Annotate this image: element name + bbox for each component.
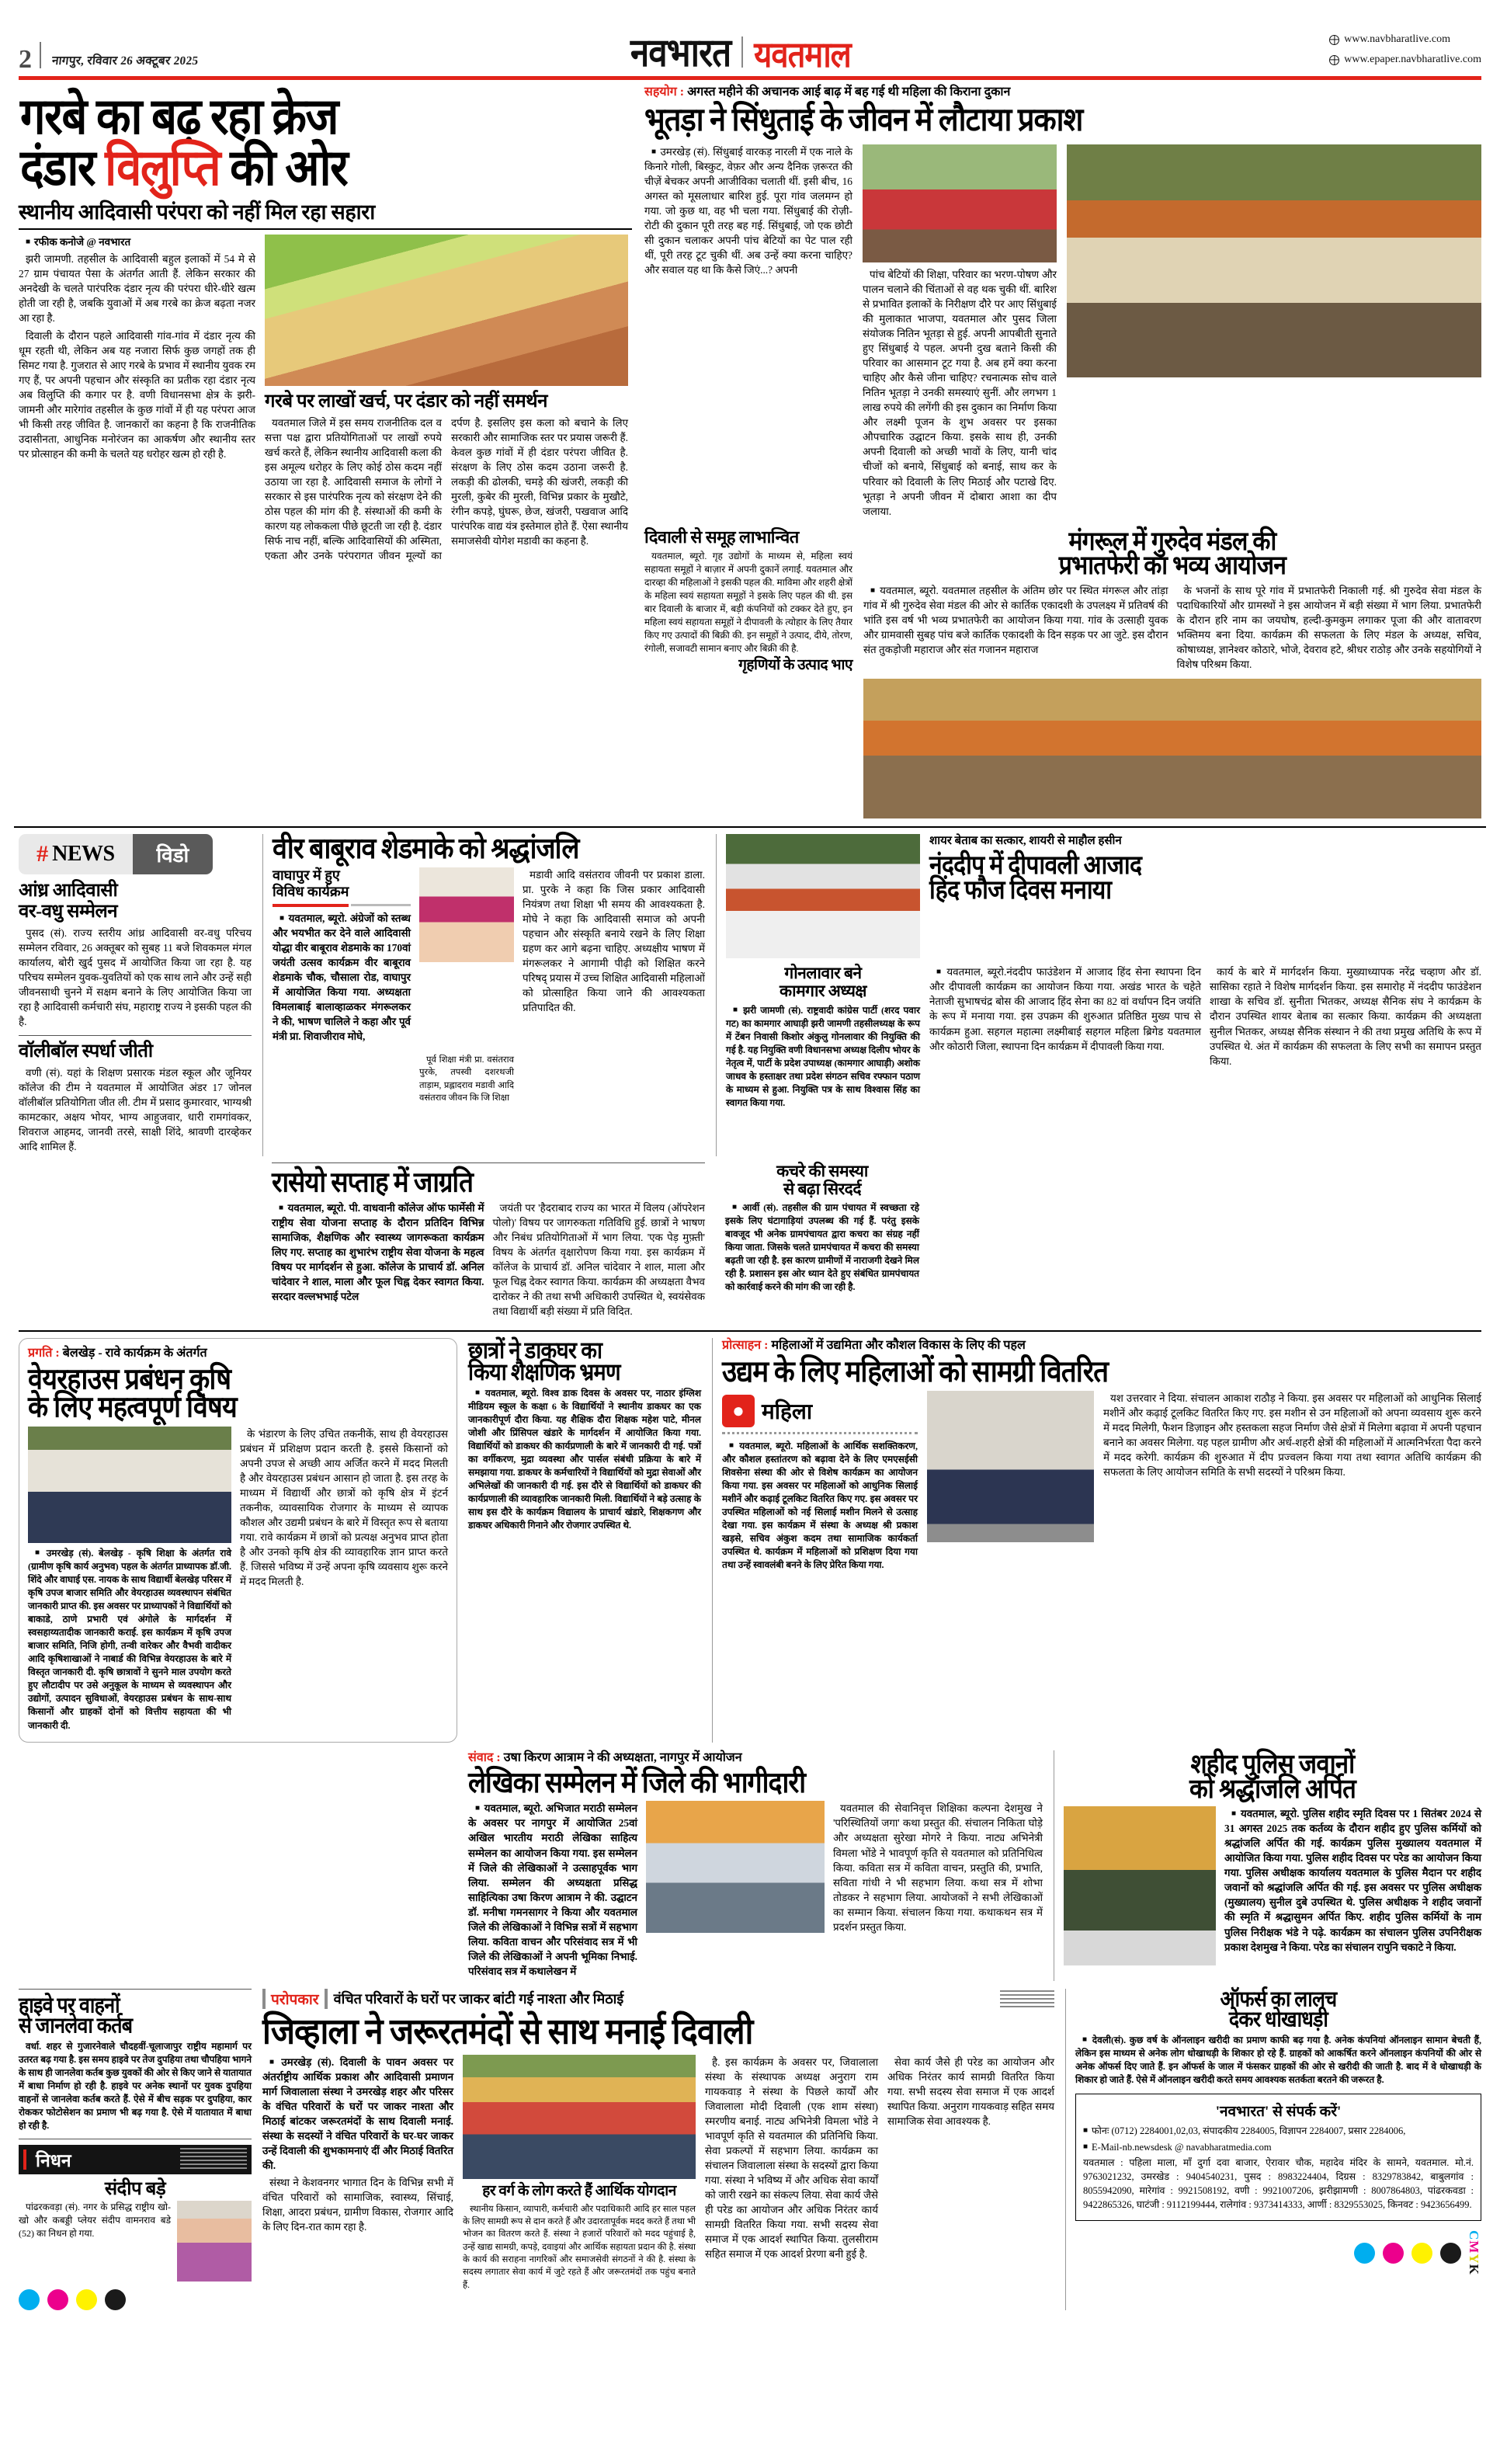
diwali-pullquote: गृहणियों के उत्पाद भाए bbox=[738, 657, 852, 674]
raseo-story bbox=[262, 1162, 705, 1321]
raseo-para-2: जयंती पर 'हैदराबाद राज्य का भारत में विलय (ऑपरेशन पोलो)' विषय पर जागरुकता गतिविधि हुई. छात्रों ने भाषण और निबंध प्रतियोगिताओं में भाग लिया. 'एक पेड़ मुफ़्ती' विषय के अंतर्गत वृक्षारोपण किया गया. इस कार्यक्रम में कॉलेज के प्राचार्य डॉ. अनिल चांदेवार ने शाल, माला और फूल चिह्न देकर स्वागत किया. कार्यक्रम की अध्यक्षता वैभव दारोकर ने की तथा सभी अधिकारी उपस्थित थे, स्वयंसेवक तथा विद्यार्थी बड़ी संख्या में प्रति विदित. bbox=[492, 1201, 705, 1317]
yellow-dot bbox=[76, 2289, 97, 2310]
raseo-para-1: ■ यवतमाल, ब्यूरो. पी. वाधवानी कॉलेज ऑफ फार्मेसी में राष्ट्रीय सेवा योजना सप्ताह के दौरान प्रतिदिन विभिन्न सामाजिक, शैक्षणिक और स्वास्थ्य जागरूकता कार्यक्रम लिए गए. सप्ताह का शुभारंभ राष्ट्रीय सेवा योजना के महत्व विषय पर मार्गदर्शन से हुआ. कॉलेज के प्राचार्य डॉ. अनिल चांदेवार ने शाल, माला और फूल चिह्न देकर स्वागत किया. सरदार वल्लभभाई पटेल bbox=[272, 1201, 484, 1304]
black-dot bbox=[1440, 2243, 1461, 2264]
paropkar-para-2: संस्था ने केशवनगर भागात दिन के विभिन्न सभी में वंचित परिवारों को सामाजिक, स्वास्थ्य, सिंचाई, शिक्षा, आदरा प्रबंधन, ग्रामीण विकास, रोजगार आदि के लिए दिन-रात काम रहा है. bbox=[262, 2177, 453, 2233]
shedmake-para-3: मडावी आदि वसंतराव जीवनी पर प्रकाश डाला. प्रा. पुरके ने कहा कि जिस प्रकार आदिवासी नियंत्रण तथा शिक्षा भी समय की आवश्यकता है. मोघे ने कहा कि आदिवासी समाज को अपनी पहचान और संस्कृति बनाये रखने के लिए शिक्षा ग्रहण कर आगे बढ़ना चाहिए. अध्यक्षीय भाषण में मंगरूलकर ने आगामी पीढ़ी को शिक्षित करने परिषद् प्रयास में उच्च शिक्षित आदिवासी महिलाओं को प्रोत्साहित किया जाने की आवश्यकता प्रतिपादित की. bbox=[523, 869, 705, 1014]
right-bottom-column bbox=[1065, 1989, 1481, 2311]
globe-icon bbox=[1329, 55, 1339, 65]
mahila-brand-icon: ● bbox=[722, 1395, 755, 1427]
pragati-kicker-text: बेलखेड़ - रावे कार्यक्रम के अंतर्गत bbox=[62, 1346, 207, 1360]
edition-name: यवतमाल bbox=[754, 34, 851, 75]
epaper-url[interactable]: www.epaper.navbharatlive.com bbox=[1344, 54, 1481, 66]
contact-box bbox=[1075, 2094, 1481, 2222]
dakghar-headline-l1: छात्रों ने डाकघर का bbox=[468, 1336, 602, 1364]
paropkar-para-1: ■ उमरखेड़ (सं). दिवाली के पावन अवसर पर अंतर्राष्ट्रीय आर्थिक प्रकाश और आदिवासी प्रमाणन मार्ग जिवालाला संस्था ने उमरखेड़ शहर और परिसर के वंचित परिवारों के घरों पर जाकर नाश्ता और मिठाई बांटकर जरूरतमंदों के साथ दिवाली मनाई. संस्था के सदस्यों ने वंचित परिवारों के घर-घर जाकर उन्हें दिवाली की शुभकामनाएं दीं और मिठाई वितरित की. bbox=[262, 2055, 453, 2173]
third-band bbox=[14, 1156, 1486, 1321]
nanddeep-photo bbox=[726, 834, 920, 958]
contact-email[interactable]: ■ E-Mail-nb.newsdesk @ navabharatmedia.com bbox=[1083, 2141, 1474, 2155]
paropkar-story bbox=[262, 1989, 1054, 2311]
diwali-group-story bbox=[644, 528, 852, 819]
contact-phone[interactable]: ■ फोनः (0712) 2284001,02,03, संपादकीय 2284005, विज्ञापन 2284007, प्रसार 2284006, bbox=[1083, 2125, 1474, 2139]
nanddeep-col-2 bbox=[1210, 964, 1481, 1111]
lead-sub-body: यवतमाल जिले में इस समय राजनीतिक दल व सत्ता पक्ष द्वारा प्रतियोगिताओं पर लाखों रुपये खर्च करते हैं, लेकिन स्थानीय आदिवासी कला की इस अमूल्य धरोहर के लिए कोई ठोस कदम नहीं उठाया जा रहा है. आदिवासी समाज के लोगों ने सरकार से इस पारंपरिक नृत्य को संरक्षण देने की ठोस पहल की मांग की है. संस्थाओं की कमी के कारण यह लोककला पीछे छूटती जा रही है. दंडार सिर्फ नाच नहीं, बल्कि आदिवासियों की अस्मिता, एकता और उनके परंपरागत जीवन मूल्यों का दर्पण है. इसलिए इस कला को बचाने के लिए सरकारी और सामाजिक स्तर पर प्रयास जरूरी हैं. केवल कुछ गांवों में ही दंडार परंपरा जीवित है. संरक्षण के लिए ठोस कदम उठाना जरूरी है. लकड़ी की ढोलकी, चमड़े की खंजरी, लकड़ी की मुरली, कुबेर की मुरली, विभिन्न प्रकार के मुखौटे, रंगीन कपड़े, घुंघरू, छेज, खंजरी, पखवाज आदि पारंपरिक वाद्य यंत्र इस्तेमाल होते हैं. ऐसा स्थानीय समाजसेवी योगेश मडावी का कहना है. bbox=[265, 416, 628, 561]
sanvad-photo-col bbox=[646, 1801, 825, 1980]
news-badge-left bbox=[19, 834, 133, 874]
pragati-kicker-tag: प्रगति : bbox=[28, 1346, 60, 1360]
highway-headline-l1: हाइवे पर वाहनों bbox=[19, 1993, 120, 2017]
offers-headline-l2: देकर धोखाधड़ी bbox=[1228, 2008, 1328, 2032]
contact-title: 'नवभारत' से संपर्क करें' bbox=[1215, 2103, 1342, 2120]
pragati-headline-l1: वेयरहाउस प्रबंधन कृषि bbox=[28, 1363, 231, 1396]
highway-headline-l2: से जानलेवा कर्तब bbox=[19, 2014, 133, 2038]
top-right-section bbox=[644, 85, 1481, 818]
sanvad-col-2 bbox=[833, 1801, 1043, 1980]
lead-body-col1 bbox=[19, 235, 255, 563]
sahyog-kicker-text: अगस्त महीने की अचानक आई बाढ़ में बह गई थी महिला की किराना दुकान bbox=[687, 85, 1011, 99]
mangrul-para-1: ■ यवतमाल, ब्यूरो. यवतमाल तहसील के अंतिम छोर पर स्थित मंगरूल और तांड़ा गांव में श्री गुरुदेव सेवा मंडल की ओर से कार्तिक एकादशी के उपलक्ष्य में प्रतिवर्ष की भांति इस वर्ष भी भव्य प्रभातफेरी का आयोजन किया गया. गांव के उत्साही युवक और ग्रामवासी सुबह पांच बजे कार्तिक एकादशी के दिन सड़क पर आ जुटे. इस दौरान संत तुकड़ोजी महाराज और संत गजानन महाराज bbox=[863, 583, 1168, 657]
paropkar-headline: जिव्हाला ने जरूरतमंदों से साथ मनाई दिवाली bbox=[262, 2012, 753, 2052]
nidhan-body: पांढरकवड़ा (सं). नगर के प्रसिद्ध राष्ट्रीय खो-खो और कबड्डी प्लेयर संदीप वामनराव बडे (52) का निधन हो गया. bbox=[19, 2202, 171, 2240]
lead-para-1: झरी जामणी. तहसील के आदिवासी बहुल इलाकों में 54 मे से 27 ग्राम पंचायत पेसा के अंतर्गत आती हैं. लेकिन सरकार की अनदेखी के चलते पारंपरिक दंडार नृत्य की परंपरा धीरे-धीरे खत्म होती जा रही है, जबकि युवाओं में अब गरबे का क्रेज बढ़ता नजर आ रहा है. bbox=[19, 253, 255, 325]
hash-icon: # bbox=[36, 841, 49, 867]
shaheed-body-col bbox=[1224, 1806, 1481, 1965]
mangrul-story bbox=[863, 528, 1481, 819]
masthead-divider bbox=[40, 42, 41, 68]
nidhan-name: संदीप बड़े bbox=[104, 2179, 166, 2200]
lead-headline bbox=[20, 88, 632, 196]
nanddeep-para-1: ■ यवतमाल, ब्यूरो.नंददीप फाउंडेशन में आजाद हिंद सेना स्थापना दिन और दीपावली कार्यक्रम का आयोजन किया गया. अखंड भारत के चहेते नेताजी सुभाषचंद्र बोस की आजाद हिंद सेना का 82 वां वर्धापन दिन जयंति के रूप में मनाया गया. इस उपक्रम की शुरुआत प्रतिष्ठित मुख्य पाच से कार्यक्रम हुआ. सहगल महात्मा लक्ष्मीबाई सहगल महिला ब्रिगेड यवतमाल और कोठारी जिला, स्थापना दिन कार्यक्रम में दीपावली किया गया. bbox=[929, 964, 1201, 1053]
shedmake-portrait bbox=[419, 867, 514, 1050]
volleyball-body: वणी (सं). यहां के शिक्षण प्रसारक मंडल स्कूल और जूनियर कॉलेज की टीम ने यवतमाल में आयोजित अंडर 17 जोनल वॉलीबॉल प्रतियोगिता जीत ली. टीम में प्रसाद कुमारवार, भाग्यश्री कामटकार, अक्षय भोयर, भाग्य आहुजवार, धारी रामगांवकर, शिवराज आहमद, जानवी तरसे, साक्षी शिंदे, श्रावणी दारव्हेकर आदि शामिल हैं. bbox=[19, 1066, 252, 1152]
cmyk-label: CMYK bbox=[1467, 2230, 1481, 2276]
nanddeep-story bbox=[716, 834, 1481, 1156]
paropkar-stripes bbox=[1000, 1990, 1054, 2007]
nidhan-title: निधन bbox=[36, 2151, 71, 2171]
pragati-kicker bbox=[28, 1346, 448, 1361]
left-bottom-column bbox=[19, 1989, 252, 2311]
nidhan-red-tick bbox=[23, 2149, 26, 2170]
shaheed-body: ■ यवतमाल, ब्यूरो. पुलिस शहीद स्मृति दिवस पर 1 सितंबर 2024 से 31 अगस्त 2025 तक कर्तव्य के दौरान शहीद हुए पुलिस कर्मियों को श्रद्धांजलि अर्पित की गई. कार्यक्रम पुलिस मुख्यालय यवतमाल में आयोजित किया गया. पुलिस शहीद दिवस पर परेड का आयोजन किया गया. पुलिस अधीक्षक कार्यालय यवतमाल के पुलिस मैदान पर शहीद जवानों को श्रद्धांजलि अर्पित की गई. इस अवसर पर पुलिस अधीक्षक (मुख्यालय) सुनील दुबे उपस्थित थे. पुलिस अधीक्षक ने शहीद जवानों की स्मृति में श्रद्धासुमन अर्पित किए. शहीद पुलिस कर्मियों के नाम पुलिस निरीक्षक भंडे ने पढ़े. कार्यक्रम का संचालन पुलिस उपनिरीक्षक प्रकाश देशमुख ने किया. परेड का संचालन रापुनि चकाटे ने किया. bbox=[1224, 1806, 1481, 1954]
sahyog-col-2 bbox=[863, 144, 1057, 521]
cmyk-dots-right bbox=[1354, 2243, 1461, 2264]
raseo-headline: रासेयो सप्ताह में जाग्रति bbox=[272, 1167, 473, 1199]
kachra-body: ■ आर्वी (सं). तहसील की ग्राम पंचायत में स्वच्छता रहे इसके लिए घंटागाड़ियां उपलब्ध की गई हैं. परंतु इसके बावजूद भी अनेक ग्रामपंचायत द्वारा कचरा का संग्रह नहीं किया जाता. जिसके चलते ग्रामपंचायत में कचरा की समस्या बढ़ती जा रही है. इस कारण ग्रामीणों में नाराजगी देखने मिल रही है. प्रशासन इस ओर ध्यान देते हुए संबंधित ग्रामपंचायत को कार्रवाई करने की मांग की जा रही है. bbox=[725, 1201, 919, 1294]
kachra-headline-l1: कचरे की समस्या bbox=[776, 1161, 868, 1180]
news-badge[interactable] bbox=[19, 834, 213, 874]
pragati-headline-l2: के लिए महत्वपूर्ण विषय bbox=[28, 1391, 238, 1424]
masthead-left bbox=[19, 42, 200, 74]
udyam-kicker-tag: प्रोत्साहन : bbox=[722, 1338, 769, 1352]
shedmake-headline: वीर बाबूराव शेडमाके को श्रद्धांजलि bbox=[273, 833, 579, 865]
nanddeep-headline-l2: हिंद फौज दिवस मनाया bbox=[929, 876, 1112, 905]
paropkar-tag: परोपकार bbox=[262, 1989, 328, 2009]
andhra-headline-l2: वर-वधु सम्मेलन bbox=[19, 901, 118, 922]
udyam-photo-col bbox=[927, 1391, 1094, 1574]
sahyog-para-2: पांच बेटियों की शिक्षा, परिवार का भरण-पोषण और पालन चलाने की चिंताओं से वह थक चुकी थीं. बारिश से प्रभावित इलाकों के निरीक्षण दौरे पर आए सिंधुबाई की मुलाकात भाजपा, यवतमाल और पुसद जिला संयोजक नितिन भूतड़ा से हुई. अपनी आपबीती सुनाते हुए सिंधुबाई ये पहल. अपनी दुख बताने किसी की परिवार का आसमान टूट गया है. अब हमें क्या करना चाहिए और कैसे जीना चाहिए? रचनात्मक सोच वाले नितिन भूतड़ा ने उनकी समस्याएं सुनीं. और लगभग 1 लाख रुपये की लगेंगी की इस दुकान का निर्माण किया और लक्ष्मी पूजन के शुभ अवसर पर इसका औपचारिक उद्घाटन किया. इसके साथ ही, उनकी अपनी दिवाली को अच्छी भावों के लिए, यानी चांद चीजों को बनाये, सिंधुबाई को बनाई, साथ कर के परिवार को दिवाली के लिए मिठाई और पटाखे दिए. भूतड़ा ने अपनी जीवन में दोबारा आशा का दीप जलाया. bbox=[863, 269, 1057, 517]
top-section bbox=[14, 80, 1486, 818]
nidhan-banner bbox=[19, 2145, 252, 2174]
pragati-col-2 bbox=[240, 1427, 448, 1734]
lead-para-2: दिवाली के दौरान पहले आदिवासी गांव-गांव में दंडार नृत्य की धूम रहती थी, लेकिन अब यह नजारा सिर्फ कुछ जगहों तक ही सिमट गया है. गुजरात से आए गरबे के प्रभाव में स्थानीय युवक रम गए हैं, पर अपनी पहचान और संस्कृति का प्रतीक रहा दंडार नृत्य अब विलुप्ति की कगार पर है. वणी विधानसभा क्षेत्र के झरी-जामनी और मारेगांव तहसील के कुछ गांवों में ही यह परंपरा आज भी किसी तरह जीवित है. जानकारों का कहना है कि राजनीतिक उदासीनता, आधुनिक मनोरंजन का आकर्षण और स्थानीय स्तर पर प्रोत्साहन की कमी के चलते यह धरोहर खत्म हो रही है. bbox=[19, 329, 255, 460]
magenta-dot bbox=[1383, 2243, 1404, 2264]
shedmake-subhead-l1: वाघापुर में हुए bbox=[273, 867, 340, 884]
lead-headline-line1: गरबे का बढ़ रहा क्रेज bbox=[20, 88, 338, 145]
shaheed-story bbox=[1054, 1750, 1481, 1981]
page-number: 2 bbox=[19, 44, 32, 74]
dakghar-body: ■ यवतमाल, ब्यूरो. विश्व डाक दिवस के अवसर पर, नाठार इंग्लिश मीडियम स्कूल के कक्षा 6 के विद्यार्थियों ने स्थानीय डाकघर का एक जानकारीपूर्ण दौरा किया. यह शैक्षिक दौरा शिक्षक महेश पाटे, मीनल जोशी और प्रिंसिपल खंडारे के मार्गदर्शन में आयोजित किया गया. विद्यार्थियों को डाकघर की कार्यप्रणाली के बारे में जानकारी दी गई. पत्रों का वर्गीकरण, मुद्रा व्यवस्था और पार्सल संबंधी प्रक्रिया के बारे में समझाया गया. डाकघर के कर्मचारियों ने विद्यार्थियों को मुद्रा सेवाओं और अभिलेखों की जानकारी दी गई. इस दौरे से विद्यार्थियों को डाकघर की कार्यप्रणाली की व्यावहारिक जानकारी मिली. विद्यार्थियों ने बड़े उत्साह के साथ इस दौरे के कार्यक्रम विद्यालय के प्राचार्य खंडारे, शिक्षकगण और डाकघर अधिकारी गिनाने और रोजगार उपस्थित थे. bbox=[468, 1387, 701, 1532]
shedmake-subhead-l2: विविध कार्यक्रम bbox=[273, 884, 349, 900]
udyam-kicker-text: महिलाओं में उद्यमिता और कौशल विकास के लिए की पहल bbox=[771, 1338, 1026, 1352]
sahyog-col-1 bbox=[644, 144, 852, 521]
sanvad-kicker bbox=[468, 1750, 1043, 1765]
nidhan-stripes bbox=[180, 2148, 247, 2171]
paropkar-para-3: है. इस कार्यक्रम के अवसर पर, जिवालाला संस्था के संस्थापक अध्यक्ष अनुराग राम गायकवाड़ ने संस्था के पिछले कार्यों और जिवालाला मोदी दिवाली (एक शाम संस्था) स्मरणीय बनाई. नाट्य अभिनेत्री विमला भोंडे ने भावपूर्ण कृति से यवतमाल की प्रतिनिधि किया. सेवा प्रकल्पों में सहभाग लिया. कार्यक्रम का संचालन जिवालाला संस्था के सदस्यों द्वारा किया गया. संस्था ने भविष्य में और अधिक सेवा कार्यों को जारी रखने का संकल्प लिया. सेवा कार्य जैसे ही परेड का आयोजन और अधिक निरंतर कार्य सामग्री वितरित किया गया. सभी सदस्य सेवा समाज में एक आदर्श स्थापित किया. तुलसीराम सहित समाज में एक आदर्श प्रेरणा बनी हुई है. bbox=[705, 2056, 878, 2261]
paropkar-mid-body: स्थानीय किसान, व्यापारी, कर्मचारी और पदाधिकारी आदि हर साल पहल के लिए सामग्री रूप से दान करते हैं और उदारतापूर्वक मदद करते हैं तथा भी भोजन का वितरण करते हैं. संस्था ने हजारों परिवारों को मदद पहुंचाई है, उन्हें खाद्य सामग्री, कपड़े, दवाइयां और आर्थिक सहायता प्रदान की है. संस्था के कार्य की सराहना नागरिकों और समाजसेवी संगठनों ने की है. संस्था के सदस्य लगातार सेवा कार्य में जुटे रहते हैं और जरूरतमंदों तक पहुंच बनाते हैं. bbox=[463, 2204, 696, 2290]
udyam-para-2: यश उत्तरवार ने दिया. संचालन आकाश राठौड़ ने किया. इस अवसर पर महिलाओं को आधुनिक सिलाई मशीनें और कढ़ाई टूलकिट वितरित किए गए. इस मशीन से उन महिलाओं को अपना व्यवसाय शुरू करने में मदद मिलेगी, फैशन डिज़ाइन और हस्तकला सहज निर्माण जैसे क्षेत्रों में मिलेगा बढ़ावा में अपनी पहचान बनाने का अवसर मिलेगा. यह पहल ग्रामीण और अर्ध-शहरी क्षेत्रों की महिलाओं में आत्मनिर्भरता पैदा करने में मदद करेगी. कार्यक्रम की शुरुआत में दीप प्रज्वलन किया गया तथा स्वागत अतिथि कार्यक्रम की सफलता के लिए आयोजन समिति के सभी सदस्यों ने परिश्रम किया. bbox=[1103, 1392, 1481, 1478]
lead-story bbox=[19, 85, 632, 818]
sahyog-kicker bbox=[644, 85, 1481, 99]
pragati-photo bbox=[28, 1427, 231, 1543]
sahyog-col-3 bbox=[1067, 144, 1481, 521]
shedmake-portrait-col bbox=[419, 867, 514, 1107]
masthead-links bbox=[1329, 30, 1481, 70]
sanvad-photo bbox=[646, 1801, 825, 1933]
mangrul-photo bbox=[863, 679, 1481, 818]
paropkar-photo bbox=[463, 2055, 696, 2179]
website-url[interactable]: www.navbharatlive.com bbox=[1344, 33, 1450, 46]
shedmake-story bbox=[262, 834, 705, 1156]
cyan-dot bbox=[1354, 2243, 1375, 2264]
dateline: नागपुर, रविवार 26 अक्टूबर 2025 bbox=[51, 54, 200, 68]
mangrul-para-2: के भजनों के साथ पूरे गांव में प्रभातफेरी निकाली गई. श्री गुरुदेव सेवा मंडल के पदाधिकारियों और ग्रामस्थों ने इस आयोजन में बड़ी संख्या में भाग लिया. प्रभातफेरी के दौरान हरि नाम का जयघोष, हल्दी-कुमकुम लगाकर पूजा की और वातावरण भक्तिमय बना दिया. कार्यक्रम की सफलता के लिए मंडल के अध्यक्ष, सचिव, कोषाध्यक्ष, ज्ञानेश्वर कोठारे, भोजे, देवराव हटे, श्रीधर राठोड़ और उनके सहयोगियों ने विशेष परिश्रम किया. bbox=[1176, 585, 1481, 671]
logo-separator bbox=[741, 36, 743, 68]
offers-headline-l1: ऑफर्स का लालच bbox=[1220, 1987, 1337, 2011]
andhra-headline-l1: आंध्र आदिवासी bbox=[19, 881, 118, 902]
lead-media-col bbox=[265, 235, 628, 563]
dotted-rule bbox=[722, 1432, 918, 1434]
shaheed-headline-l2: को श्रद्धांजलि अर्पित bbox=[1189, 1774, 1356, 1805]
mangrul-headline-l1: मंगरूल में गुरुदेव मंडल की bbox=[1068, 527, 1276, 556]
event-photo-large bbox=[1067, 144, 1481, 377]
udyam-para-1: ■ यवतमाल, ब्यूरो. महिलाओं के आर्थिक सशक्तिकरण, और कौशल हस्तांतरण को बढ़ावा देने के लिए एमएसईसी शिवसेना संस्था की ओर से विशेष कार्यक्रम का आयोजन किया गया. इस अवसर पर महिलाओं को आधुनिक सिलाई मशीनें और कढ़ाई टूलकिट वितरित किए गए. इस अवसर पर उपस्थित महिलाओं को नई सिलाई मशीन मिलने से उत्साह देखा गया. इस कार्यक्रम में संस्था के अध्यक्ष श्री प्रकाश खड़से, सचिव अंकुश कदम तथा सामाजिक कार्यकर्ता उपस्थित थे. कार्यक्रम में महिलाओं को प्रशिक्षण दिया गया तथा उन्हें स्वावलंबी बनने के लिए प्रेरित किया गया. bbox=[722, 1440, 918, 1572]
sahyog-headline: भूतड़ा ने सिंधुताई के जीवन में लौटाया प्रकाश bbox=[644, 102, 1083, 139]
sahyog-photo-small bbox=[863, 144, 1057, 262]
dakghar-headline-l2: किया शैक्षणिक भ्रमण bbox=[468, 1359, 620, 1385]
news-badge-label: NEWS bbox=[52, 842, 115, 867]
shaheed-photo-col bbox=[1064, 1806, 1216, 1965]
shaheed-photo bbox=[1064, 1806, 1216, 1965]
pragati-para-2: के भंडारण के लिए उचित तकनीकें, साथ ही वेयरहाउस प्रबंधन में प्रशिक्षण प्रदान करती है. इससे किसानों को अपनी उपज से अच्छी आय अर्जित करने में मदद मिलती है और वेयरहाउस प्रबंधन आसान हो जाता है. इस तरह के माध्यम में विद्यार्थी और छात्रों को कृषि क्षेत्र में इंटर्न तकनीक, व्यावसायिक रोजगार के माध्यम से व्यापक कौशल और उद्यमी प्रबंधन के बारे में विस्तृत रूप से बताया गया. रावे कार्यक्रम में छात्रों को प्रत्यक्ष अनुभव प्राप्त होता है और उनको कृषि क्षेत्र की व्यावहारिक ज्ञान प्राप्त करते हैं. जिससे भविष्य में उन्हें अपना कृषि व्यवसाय शुरू करने में मदद मिलती है. bbox=[240, 1428, 448, 1588]
udyam-col-1 bbox=[722, 1391, 918, 1574]
lead-subhead: स्थानीय आदिवासी परंपरा को नहीं मिल रहा सहारा bbox=[19, 196, 632, 230]
gonlawar-body: ■ झरी जामणी (सं). राष्ट्रवादी कांग्रेस पार्टी (शरद पवार गट) का कामगार आघाड़ी झरी जामणी तहसीलध्यक्ष के रूप में टेंबन निवासी किशोर अंकुलु गोनलावार की नियुक्ति की गई है. यह नियुक्ति वणी विधानसभा अध्यक्ष दिलीप भोयर के नेतृत्व में, पार्टी के प्रदेश उपाध्यक्ष (कामगार आघाड़ी) अशोक जाधव के हस्ताक्षर तथा प्रदेश संगठन सचिव रफ्फान पठाण के माध्यम से हुआ. नियुक्ति पत्र के साथ विश्वास सिंह का स्वागत किया गया. bbox=[726, 1004, 920, 1110]
masthead bbox=[14, 0, 1486, 75]
offers-body: ■ देवली(सं). कुछ वर्ष के ऑनलाइन खरीदी का प्रमाण काफी बढ़ गया है. अनेक कंपनियां ऑनलाइन सामान बेचती हैं, लेकिन इस माध्यम से अनेक लोग धोखाधड़ी के शिकार हो रहे हैं. ग्राहकों को आकर्षित करने ऑनलाइन कंपनियों की ओर से अनेक ऑफर्स दिए जाते हैं. इन ऑफर्स के जाल में फंसकर ग्राहकों की ओर से खरीदी की जाती है. बाद में वे धोखाधड़ी के शिकार हो जाते हैं. ऐसे में ऑनलाइन खरीदी करते समय आवश्यक सतर्कता बरतने की जरूरत है. bbox=[1075, 2034, 1481, 2087]
diwali-headline: दिवाली से समूह लाभान्वित bbox=[644, 527, 799, 547]
mahila-brand-label: महिला bbox=[762, 1399, 813, 1424]
andhra-body: पुसद (सं). राज्य स्तरीय आंध्र आदिवासी वर-वधु परिचय सम्मेलन रविवार, 26 अक्तूबर को सुबह 11 बजे शिवकमल मंगल कार्यालय, बोरी खुर्द पुसद में आयोजित किया जा रहा है. यह परिचय सम्मेलन युवक-युवतियों को एक साथ लाने और उन्हें सही जीवनसाथी चुनने में सक्षम बनाने के लिए आयोजित किया जा रहा है आदिवासी कर्मचारी संघ, महाराष्ट्र राज्य ने इसकी पहल की है. bbox=[19, 927, 252, 1028]
nidhan-portrait bbox=[177, 2201, 252, 2282]
lead-photo bbox=[265, 235, 628, 386]
sanvad-story bbox=[468, 1750, 1043, 1981]
publication-logo: नवभारत bbox=[630, 31, 731, 75]
paropkar-mid-headline: हर वर्ग के लोग करते हैं आर्थिक योगदान bbox=[482, 2182, 676, 2199]
lead-headline-line2: दंडार विलुप्ति की ओर bbox=[20, 139, 348, 196]
video-badge-label: विडो bbox=[133, 834, 213, 874]
shedmake-para-1: ■ यवतमाल, ब्यूरो. अंग्रेजों को स्तब्ध और भयभीत कर देने वाले आदिवासी योद्धा वीर बाबूराव शेडमाके का 170वां जयंती उत्सव कार्यक्रम वीर बाबूराव शेडमाके चौक, चौसाला रोड, वाघापुर में आयोजित किया गया. अध्यक्षता विमलाबाई बालाव्हाळकर मंगरूलकर ने की, भाषण चालिले ने कहा और पूर्व मंत्री प्रा. शिवाजीराव मोघे, bbox=[273, 911, 411, 1044]
sixth-band bbox=[14, 1981, 1486, 2311]
paropkar-kicker-bar bbox=[262, 1989, 1054, 2009]
udyam-photo bbox=[927, 1391, 1094, 1542]
magenta-dot bbox=[47, 2289, 68, 2310]
pragati-story bbox=[19, 1338, 457, 1743]
sahyog-para-1: ■ उमरखेड़ (सं). सिंधुबाई वारकड़ नारली में एक नाले के किनारे गोली, बिस्कुट, वेफ़र और अन्य दैनिक ज़रूरत की चीज़ें बेचकर अपनी आजीविका चलाती थीं. इसी बीच, 16 अगस्त को मूसलाधार बारिश हुई. पूरा गांव जलमग्न हो गया. जो कुछ था, वह भी चला गया. सिंधुबाई की रोज़ी-रोटी की दुकान पूरी तरह बह गई. सिंधुबाई, जो एक छोटी सी दुकान चलाकर अपनी पांच बेटियों का पेट पाल रही थीं, पूरी तरह टूट चुकी थीं. अब उन्हें क्या करना चाहिए? और सवाल यह था कि कैसे जिएं...? अपनी bbox=[644, 144, 852, 277]
pragati-para-1: ■ उमरखेड़ (सं). बेलखेड़ - कृषि शिक्षा के अंतर्गत रावे (ग्रामीण कृषि कार्य अनुभव) पहल के अंतर्गत प्राध्यापक डॉ.जी. शिंदे और वाघाई एस. नायक के साथ विद्यार्थी बेलखेड़ परिसर में कृषि उपज बाजार समिति और वेयरहाउस व्यवस्थापन संबंधित जानकारी प्राप्त की. इस अवसर पर प्राध्यापकों ने विद्यार्थियों को बाकाडे, ठाणे प्रभारी एवं अंगोले के मार्गदर्शन में स्वसहाय्यतादीक जानकारी कराई. इस कार्यक्रम में कृषि उपज बाजार समिति, निजि होगी, तन्वी वारेकर और वैभवी वादीकर आदि कृषिशाखाओं ने नाबार्ड की विभिन्न वेयरहाउस के बारे में विस्तृत जानकारी दी. कृषि छात्रावों ने सुनने माल उपयोग करते हुए लौटादीप पर उसे अनुकूल के माध्यम से व्यवस्थापन और उद्योगों, उत्पादन सुविधाओं, वेयरहाउस प्रबंधन के साथ-साथ किसानों और ग्राहकों दोनों को वित्तीय सहायता की भी जानकारी दी. bbox=[28, 1547, 231, 1732]
masthead-logo-group bbox=[630, 31, 851, 75]
globe-icon bbox=[1329, 35, 1339, 45]
gonlawar-headline-l1: गोनलावार बने bbox=[784, 964, 862, 983]
gonlawar-headline-l2: कामगार अध्यक्ष bbox=[780, 982, 866, 1001]
lead-sub-headline: गरबे पर लाखों खर्च, पर दंडार को नहीं समर्थन bbox=[265, 391, 547, 412]
sanvad-para-1: ■ यवतमाल, ब्यूरो. अभिजात मराठी सम्मेलन के अवसर पर नागपुर में आयोजित 25वां अखिल भारतीय मराठी लेखिका साहित्य सम्मेलन का आयोजन किया गया. इस सम्मेलन में जिले की लेखिकाओं ने उत्साहपूर्वक भाग लिया. सम्मेलन की अध्यक्षता प्रसिद्ध साहित्यिका उषा किरण आत्राम ने की. उद्घाटन डॉ. मनीषा गमनसागर ने किया और यवतमाल जिले की लेखिकाओं ने विभिन्न सत्रों में सहभाग लिया. कविता वाचन और परिसंवाद सत्र में भी जिले की लेखिकाओं ने अपनी भूमिका निभाई. परिसंवाद सत्र में कथालेखन में bbox=[468, 1801, 637, 1978]
second-band bbox=[14, 834, 1486, 1156]
shaheed-headline-l1: शहीद पुलिस जवानों bbox=[1190, 1748, 1355, 1779]
sanvad-col-1 bbox=[468, 1801, 637, 1980]
paropkar-col-1 bbox=[262, 2055, 453, 2294]
sahyog-kicker-tag: सहयोग : bbox=[644, 85, 685, 99]
udyam-kicker bbox=[722, 1338, 1481, 1353]
cmyk-dots-left bbox=[19, 2289, 252, 2310]
nanddeep-para-2: कार्य के बारे में मार्गदर्शन किया. मुख्याध्यापक नरेंद्र चव्हाण और डॉ. सासिका रहाते ने विशेष मार्गदर्शन किया. इस समारोह में नंददीप फाउंडेशन शाखा के सचिव डॉ. सुनीता भितकर, अध्यक्ष सैनिक संघ ने कार्यक्रम के दौरान उपस्थित शायर बेताब का सत्कार किया. कार्यक्रम की अध्यक्षता सुनील भितकर, अध्यक्ष सैनिक संस्थान ने की तथा प्रमुख अतिथि के रूप में उपस्थित थे. अंत में कार्यक्रम की सफलता के लिए सभी का समापन प्रस्तुत किया. bbox=[1210, 966, 1481, 1067]
shedmake-col-1 bbox=[273, 867, 411, 1107]
contact-address: यवतमाल : पहिला माला, माँ दुर्गा दवा बाजार, ऐरावार चौक, महादेव मंदिर के सामने, यवतमाल. मो.नं. 9763021232, उमरखेड : 9404540231, पुसद : 8983224404, दिग्रस : 8329783842, बाबुलगांव : 8055942090, मारेगांव : 9921508192, वणी : 9921007206, झरीझामणी : 8007864803, पांढरकवडा : 9422865326, घाटंजी : 9112199444, रालेगांव : 9373414333, आर्णी : 8329553025, किनवट : 9423656499. bbox=[1083, 2157, 1474, 2210]
udyam-col-2 bbox=[1103, 1391, 1481, 1574]
paropkar-para-4: सेवा कार्य जैसे ही परेड का आयोजन और अधिक निरंतर कार्य सामग्री वितरित किया गया. सभी सदस्य सेवा समाज में एक आदर्श स्थापित किया. अनुराग गायकवाड़ सहित समय सामाजिक सेवा आवश्यक है. bbox=[887, 2056, 1054, 2128]
shedmake-para-2: पूर्व शिक्षा मंत्री प्रा. वसंतराव पुरके, तपस्वी दशरथजी ताड़ाम, प्रह्लादराव मडावी आदि वसंतराव जीवन कि जि शिक्षा bbox=[419, 1055, 514, 1103]
nanddeep-col-1 bbox=[929, 964, 1201, 1111]
cyan-dot bbox=[19, 2289, 40, 2310]
nanddeep-headline-l1: नंददीप में दीपावली आजाद bbox=[929, 851, 1142, 881]
yellow-dot bbox=[1411, 2243, 1432, 2264]
udyam-story bbox=[712, 1338, 1481, 1743]
kachra-headline-l2: से बढ़ा सिरदर्द bbox=[783, 1180, 861, 1199]
mangrul-headline-l2: प्रभातफेरी का भव्य आयोजन bbox=[1058, 551, 1286, 581]
udyam-headline: उद्यम के लिए महिलाओं को सामग्री वितरित bbox=[722, 1354, 1109, 1388]
dakghar-story bbox=[468, 1338, 701, 1743]
volleyball-headline: वॉलीबॉल स्पर्धा जीती bbox=[19, 1041, 153, 1062]
sanvad-kicker-text: उषा किरण आत्राम ने की अध्यक्षता, नागपुर में आयोजन bbox=[503, 1750, 742, 1764]
shedmake-col-3 bbox=[523, 867, 705, 1107]
sanvad-kicker-tag: संवाद : bbox=[468, 1750, 501, 1764]
sanvad-para-2: यवतमाल की सेवानिवृत्त शिक्षिका कल्पना देशमुख ने 'परिस्थितियों जगा' कथा प्रस्तुत की. संचालन निकिता घोड़े और अध्यक्षता सुरेखा मोगरे ने किया. नाट्य अभिनेत्री विमला भोंडे ने भावपूर्ण कृति से यवतमाल को प्रतिनिधित्व किया. कविता सत्र में कविता वाचन, प्रस्तुति की, प्रभाति, सविता गांधी ने भी सहभाग लिया. कथा सत्र में शोभा तोडकर ने सहभाग लिया. आयोजकों ने सभी लेखिकाओं का सम्मान किया. संचालन किया गया. कथाकथन सत्र में प्रदर्शन प्रस्तुत किया. bbox=[833, 1802, 1043, 1933]
gray-accent-bar bbox=[351, 904, 411, 906]
paropkar-kicker: वंचित परिवारों के घरों पर जाकर बांटी गई नाश्ता और मिठाई bbox=[333, 1990, 624, 2007]
kachra-story bbox=[716, 1162, 1481, 1321]
pragati-col-1 bbox=[28, 1427, 231, 1734]
black-dot bbox=[105, 2289, 126, 2310]
lead-byline: ■ रफीक कनोजे @ नवभारत bbox=[19, 235, 255, 249]
fifth-band bbox=[14, 1743, 1486, 1981]
paropkar-col-3 bbox=[705, 2055, 878, 2294]
red-accent-bar bbox=[273, 904, 349, 907]
highway-body: वर्धा. शहर से गुजारनेवाले चौदहवीं-चूलाजापुर राष्ट्रीय महामार्ग पर उतरत बढ़ गया है. इस समय हाइवे पर तेज दुपहिया तथा चौपहिया भागने के साथ ही जानलेवा कर्तब कुछ युवकों की ओर से किए जाने से यातायात में बाधा निर्माण हो रही है. हाइवे पर अनेक स्थानों पर युवक दुपहिया वाहनों से जानलेवा कर्तब करते हैं. ऐसे में बीच सड़क पर दुपहिया, कार रोककर फोटोसेशन का प्रमाण भी बढ़ गया है. ऐसे में यातायात में बाधा हो रही है. bbox=[19, 2040, 252, 2131]
paropkar-mid-col bbox=[463, 2055, 696, 2294]
paropkar-col-4 bbox=[887, 2055, 1054, 2294]
diwali-body: यवतमाल, ब्यूरो. गृह उद्योगों के माध्यम से, महिला स्वयं सहायता समूहों ने बाज़ार में अपनी दुकानें लगाईं. यवतमाल और दारव्हा की महिलाओं ने इसकी पहल की. माविमा और शहरी क्षेत्रों के महिला स्वयं सहायता समूहों ने इसके लिए पहल की थी. इस बार दिवाली के बाजार में, बड़ी कंपनियों को टक्कर देते हुए, इन महिला स्वयं सहायता समूहों ने दीपावली के त्योहार के लिए तैयार किए गए उत्पादों की बिक्री की. इन समूहों ने उत्पाद, दीये, तोरण, रंगोली, सजावटी सामान बनाए और बिक्री की है. bbox=[644, 550, 852, 655]
nanddeep-kicker: शायर बेताब का सत्कार, शायरी से माहौल हसीन bbox=[929, 835, 1122, 848]
lead-headline-highlight: विलुप्ति bbox=[105, 139, 220, 196]
news-column bbox=[19, 834, 252, 1156]
fourth-band bbox=[14, 1338, 1486, 1743]
sanvad-headline: लेखिका सम्मेलन में जिले की भागीदारी bbox=[468, 1767, 806, 1799]
